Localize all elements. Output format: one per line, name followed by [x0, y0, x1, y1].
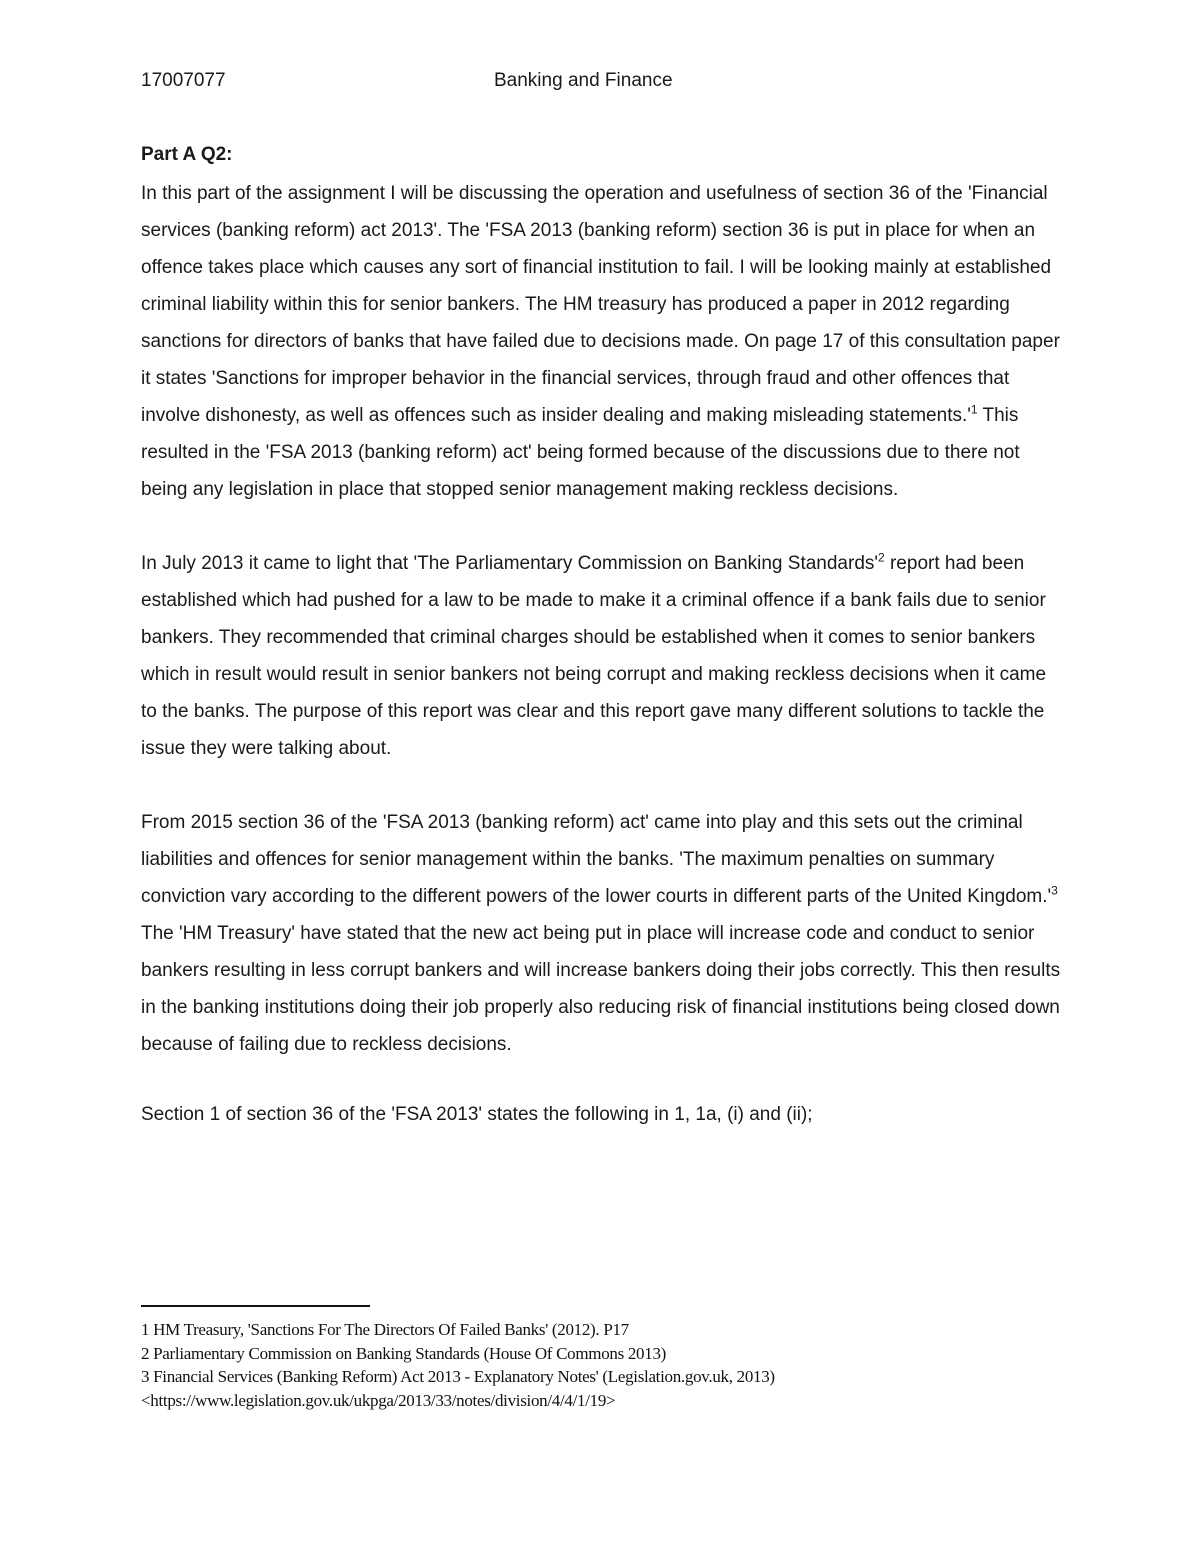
paragraph-text: This resulted in the 'FSA 2013 (banking reform) act' being formed because of the discussions due to there not being any legislation in place that stopped senior management making reckless decisions. — [141, 405, 1020, 500]
paragraph-2 — [141, 545, 1061, 767]
footnote-separator — [141, 1305, 370, 1307]
footnote-ref-3: 3 — [1051, 883, 1058, 898]
paragraph-text: report had been established which had pushed for a law to be made to make it a criminal offence if a bank fails due to senior bankers. They recommended that criminal charges should be established when it comes to senior bankers which in result would result in senior bankers not being corrupt and making reckless decisions when it came to the banks. The purpose of this report was clear and this report gave many different solutions to tackle the issue they were talking about. — [141, 553, 1047, 759]
paragraph-text: The 'HM Treasury' have stated that the new act being put in place will increase code and conduct to senior bankers resulting in less corrupt bankers and will increase bankers doing their jobs correctly. This then results in the banking institutions doing their job properly also reducing risk of financial institutions being closed down because of failing due to reckless decisions. — [141, 923, 1061, 1055]
document-body — [141, 140, 1061, 1130]
footnotes — [141, 1318, 1081, 1412]
course-title: Banking and Finance — [494, 70, 673, 91]
footnote-2: 2 Parliamentary Commission on Banking Standards (House Of Commons 2013) — [141, 1343, 667, 1363]
paragraph-3 — [141, 804, 1061, 1063]
footnote-1: 1 HM Treasury, 'Sanctions For The Directors Of Failed Banks' (2012). P17 — [141, 1320, 629, 1339]
paragraph-text: From 2015 section 36 of the 'FSA 2013 (banking reform) act' came into play and this sets out the criminal liabilities and offences for senior management within the banks. 'The maximum penalties on summary conviction vary according to the different powers of the lower courts in different parts of the United Kingdom.' — [141, 812, 1052, 907]
paragraph-1 — [141, 175, 1061, 508]
student-id: 17007077 — [141, 70, 226, 91]
footnote-3: 3 Financial Services (Banking Reform) Act 2013 - Explanatory Notes' (Legislation.gov.uk, 2013) — [141, 1367, 775, 1386]
paragraph-text: In July 2013 it came to light that 'The Parliamentary Commission on Banking Standards' — [141, 553, 879, 574]
footnote-ref-2: 2 — [878, 550, 885, 565]
paragraph-text: In this part of the assignment I will be discussing the operation and usefulness of section 36 of the 'Financial services (banking reform) act 2013'. The 'FSA 2013 (banking reform) section 36 is put in place for when an offence takes place which causes any sort of financial institution to fail. I will be looking mainly at established criminal liability within this for senior bankers. The HM treasury has produced a paper in 2012 regarding sanctions for directors of banks that have failed due to decisions made. On page 17 of this consultation paper it states 'Sanctions for improper behavior in the financial services, through fraud and other offences that involve dishonesty, as well as offences such as insider dealing and making misleading statements.' — [141, 183, 1060, 426]
closing-line: Section 1 of section 36 of the 'FSA 2013' states the following in 1, 1a, (i) and (ii); — [141, 1104, 813, 1125]
footnote-3-url: <https://www.legislation.gov.uk/ukpga/2013/33/notes/division/4/4/1/19> — [141, 1390, 616, 1410]
footnote-ref-1: 1 — [970, 402, 978, 417]
page-header — [141, 70, 1061, 96]
section-heading: Part A Q2: — [141, 144, 233, 165]
